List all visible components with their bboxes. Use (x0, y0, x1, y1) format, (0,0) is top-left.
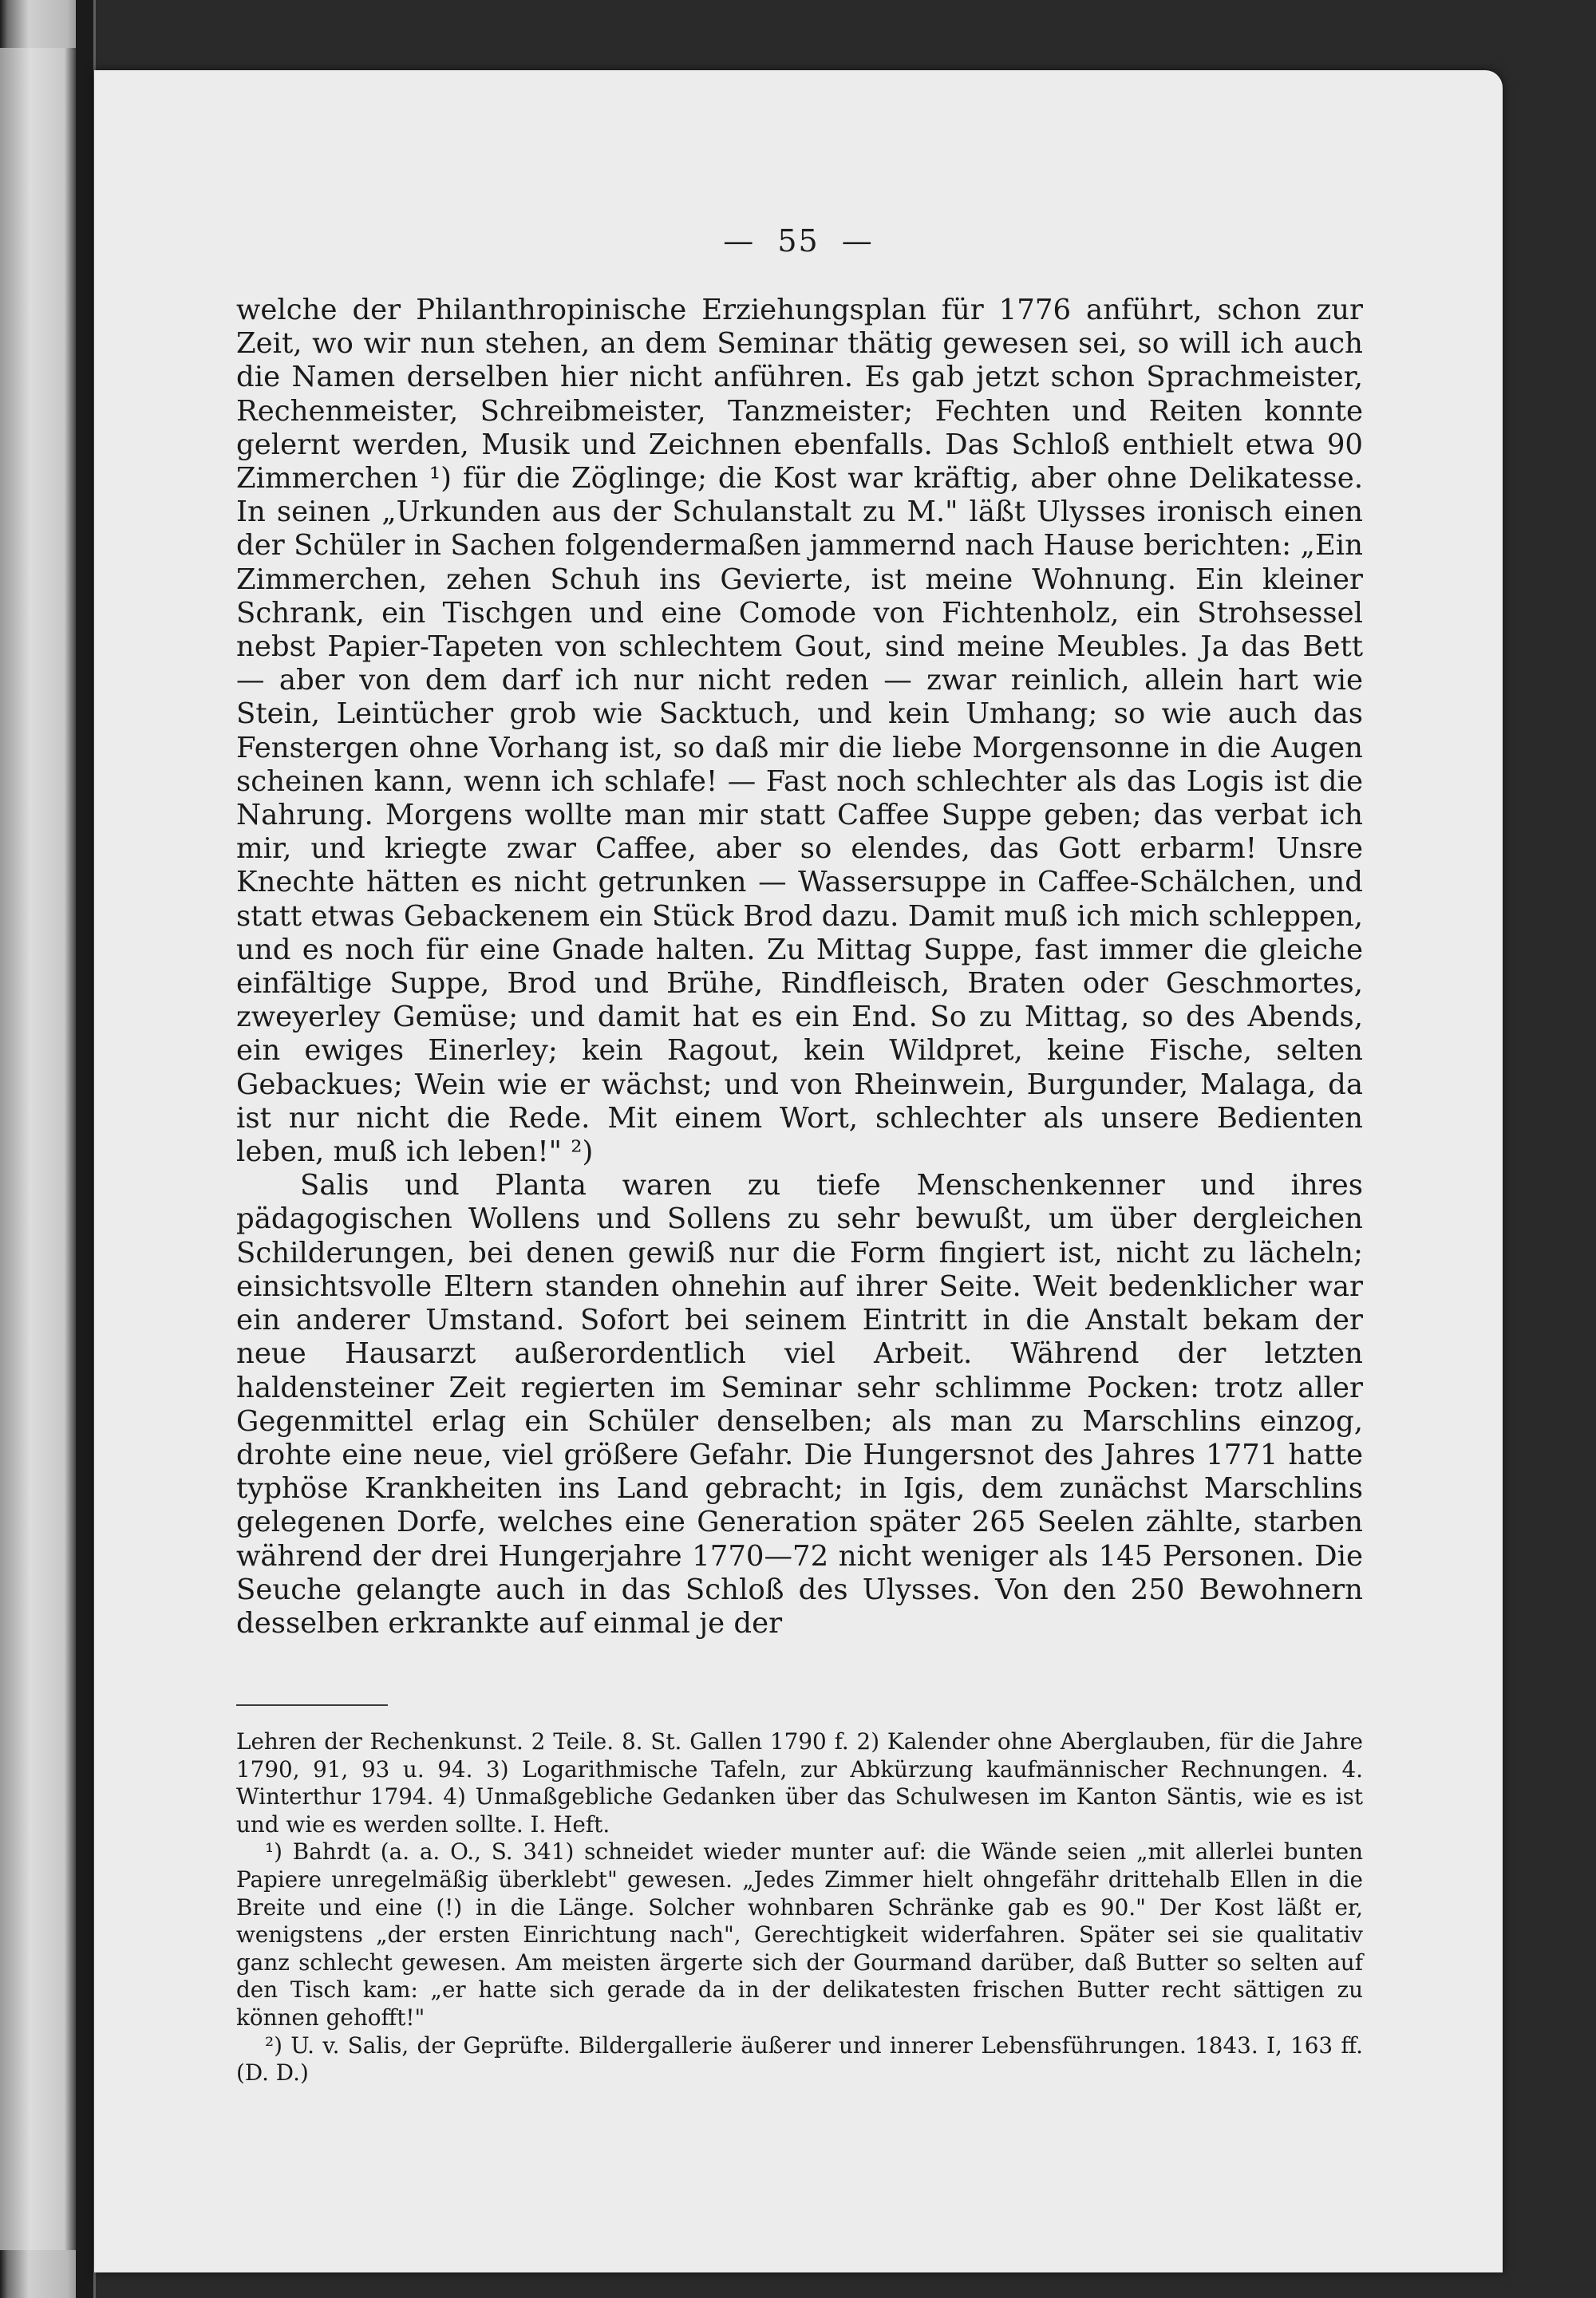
book-page (94, 70, 1503, 2272)
footnote: ²) U. v. Salis, der Geprüfte. Bildergallerie äußerer und innerer Lebensführungen. 1843. I, 163 ff. (D. D.) (236, 2031, 1363, 2087)
footnote: ¹) Bahrdt (a. a. O., S. 341) schneidet wieder munter auf: die Wände seien „mit allerlei bunten Papiere unregelmäßig überklebt" gewesen. „Jedes Zimmer hielt ohngefähr drittehalb Ellen in die Breite und eine (!) in die Länge. Solcher wohnbaren Schränke gab es 90." Der Kost läßt er, wenigstens „der ersten Einrichtung nach", Gerechtigkeit widerfahren. Später sei sie qualitativ ganz schlecht gewesen. Am meisten ärgerte sich der Gourmand darüber, daß Butter so selten auf den Tisch kam: „er hatte sich gerade da in der delikatesten frischen Butter recht sättigen zu können gehofft!" (236, 1838, 1363, 2031)
book-spine (76, 0, 93, 2298)
paragraph: welche der Philanthropinische Erziehungsplan für 1776 anführt, schon zur Zeit, wo wir nun stehen, an dem Seminar thätig gewesen sei, so will ich auch die Namen derselben hier nicht anführen. Es gab jetzt schon Sprachmeister, Rechenmeister, Schreibmeister, Tanzmeister; Fechten und Reiten konnte gelernt werden, Musik und Zeichnen ebenfalls. Das Schloß enthielt etwa 90 Zimmerchen ¹) für die Zöglinge; die Kost war kräftig, aber ohne Delikatesse. In seinen „Urkunden aus der Schulanstalt zu M." läßt Ulysses ironisch einen der Schüler in Sachen folgendermaßen jammernd nach Hause berichten: „Ein Zimmerchen, zehen Schuh ins Gevierte, ist meine Wohnung. Ein kleiner Schrank, ein Tischgen und eine Comode von Fichtenholz, ein Strohsessel nebst Papier-Tapeten von schlechtem Gout, sind meine Meubles. Ja das Bett — aber von dem darf ich nur nicht reden — zwar reinlich, allein hart wie Stein, Leintücher grob wie Sacktuch, und kein Umhang; so wie auch das Fenstergen ohne Vorhang ist, so daß mir die liebe Morgensonne in die Augen scheinen kann, wenn ich schlafe! — Fast noch schlechter als das Logis ist die Nahrung. Morgens wollte man mir statt Caffee Suppe geben; das verbat ich mir, und kriegte zwar Caffee, aber so elendes, das Gott erbarm! Unsre Knechte hätten es nicht getrunken — Wassersuppe in Caffee-Schälchen, und statt etwas Gebackenem ein Stück Brod dazu. Damit muß ich mich schleppen, und es noch für eine Gnade halten. Zu Mittag Suppe, fast immer die gleiche einfältige Suppe, Brod und Brühe, Rindfleisch, Braten oder Geschmortes, zweyerley Gemüse; und damit hat es ein End. So zu Mittag, so des Abends, ein ewiges Einerley; kein Ragout, kein Wildpret, keine Fische, selten Gebackues; Wein wie er wächst; und von Rheinwein, Burgunder, Malaga, da ist nur nicht die Rede. Mit einem Wort, schlechter als unsere Bedienten leben, muß ich leben!" ²) (236, 294, 1363, 1169)
paragraph: Salis und Planta waren zu tiefe Menschenkenner und ihres pädagogischen Wollens und Sollens zu sehr bewußt, um über dergleichen Schilderungen, bei denen gewiß nur die Form fingiert ist, nicht zu lächeln; einsichtsvolle Eltern standen ohnehin auf ihrer Seite. Weit bedenklicher war ein anderer Umstand. Sofort bei seinem Eintritt in die Anstalt bekam der neue Hausarzt außerordentlich viel Arbeit. Während der letzten haldensteiner Zeit regierten im Seminar sehr schlimme Pocken: trotz aller Gegenmittel erlag ein Schüler denselben; als man zu Marschlins einzog, drohte eine neue, viel größere Gefahr. Die Hungersnot des Jahres 1771 hatte typhöse Krankheiten ins Land gebracht; in Igis, dem zunächst Marschlins gelegenen Dorfe, welches eine Generation später 265 Seelen zählte, starben während der drei Hungerjahre 1770—72 nicht weniger als 145 Personen. Die Seuche gelangte auch in das Schloß des Ulysses. Von den 250 Bewohnern desselben erkrankte auf einmal je der (236, 1169, 1363, 1640)
page-number: — 55 — (723, 223, 874, 259)
body-text (236, 294, 1363, 1641)
footnote: Lehren der Rechenkunst. 2 Teile. 8. St. Gallen 1790 f. 2) Kalender ohne Aberglauben, für die Jahre 1790, 91, 93 u. 94. 3) Logarithmische Tafeln, zur Abkürzung kaufmännischer Rechnungen. 4. Winterthur 1794. 4) Unmaßgebliche Gedanken über das Schulwesen im Kanton Säntis, wie es ist und wie es werden sollte. I. Heft. (236, 1728, 1363, 1838)
footnote-divider (236, 1704, 388, 1706)
footnotes (236, 1728, 1363, 2087)
previous-page-strip (0, 48, 76, 2250)
